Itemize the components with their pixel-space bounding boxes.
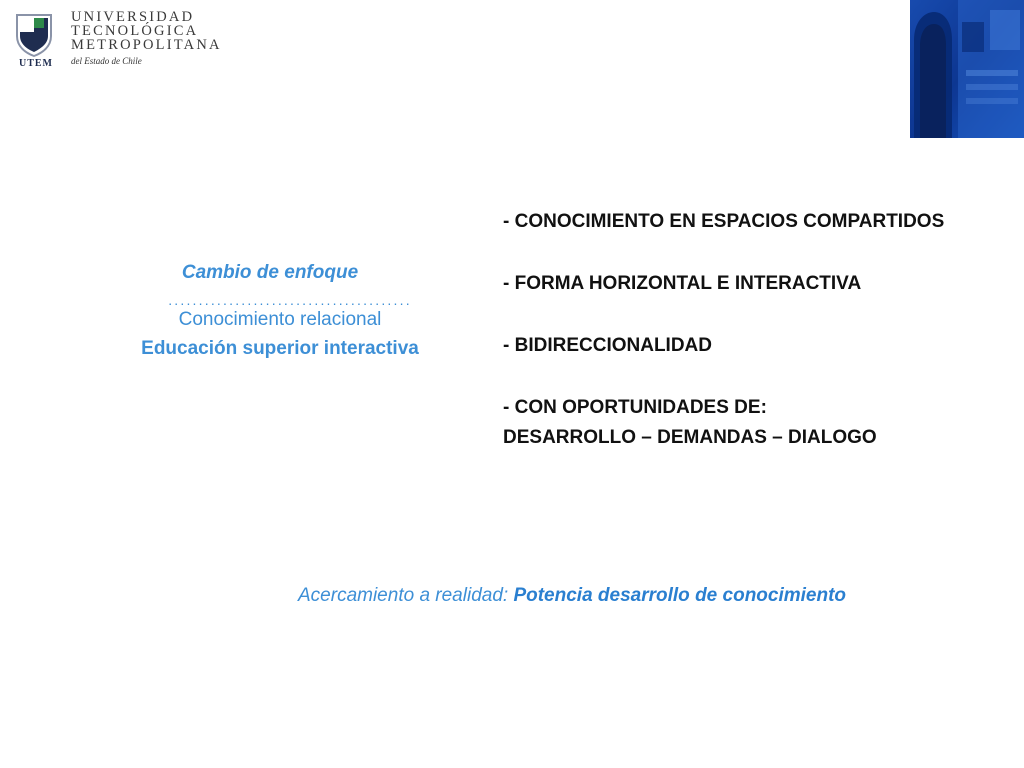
focus-panel [100, 260, 480, 364]
statement-lead: Acercamiento a realidad: [298, 585, 514, 606]
opportunities-heading: - CON OPORTUNIDADES DE: [503, 397, 767, 418]
opportunities-detail: DESARROLLO – DEMANDAS – DIALOGO [503, 427, 877, 448]
characteristics-list [503, 207, 1013, 453]
logo-line-1: UNIVERSIDAD [71, 9, 195, 25]
list-item-shared-spaces: - CONOCIMIENTO EN ESPACIOS COMPARTIDOS [503, 211, 945, 232]
closing-statement [298, 585, 846, 607]
logo-abbreviation: UTEM [19, 58, 53, 69]
list-item-horizontal: - FORMA HORIZONTAL E INTERACTIVA [503, 273, 862, 294]
logo-name [71, 10, 222, 68]
list-item-opportunities [503, 393, 1013, 453]
logo-line-2: TECNOLÓGICA [71, 23, 199, 39]
dotted-divider: ........................................ [168, 294, 412, 306]
logo-subtitle: del Estado de Chile [71, 56, 142, 66]
utem-shield-icon [14, 12, 58, 60]
focus-title: Cambio de enfoque [181, 262, 359, 283]
statement-emphasis: Potencia desarrollo de conocimiento [513, 585, 847, 606]
interactive-education-label: Educación superior interactiva [141, 338, 419, 359]
relational-knowledge-label: Conocimiento relacional [178, 309, 382, 330]
logo-line-3: METROPOLITANA [71, 37, 222, 53]
building-photo [910, 0, 1024, 138]
utem-logo [14, 10, 254, 72]
list-item-bidirectional: - BIDIRECCIONALIDAD [503, 335, 712, 356]
